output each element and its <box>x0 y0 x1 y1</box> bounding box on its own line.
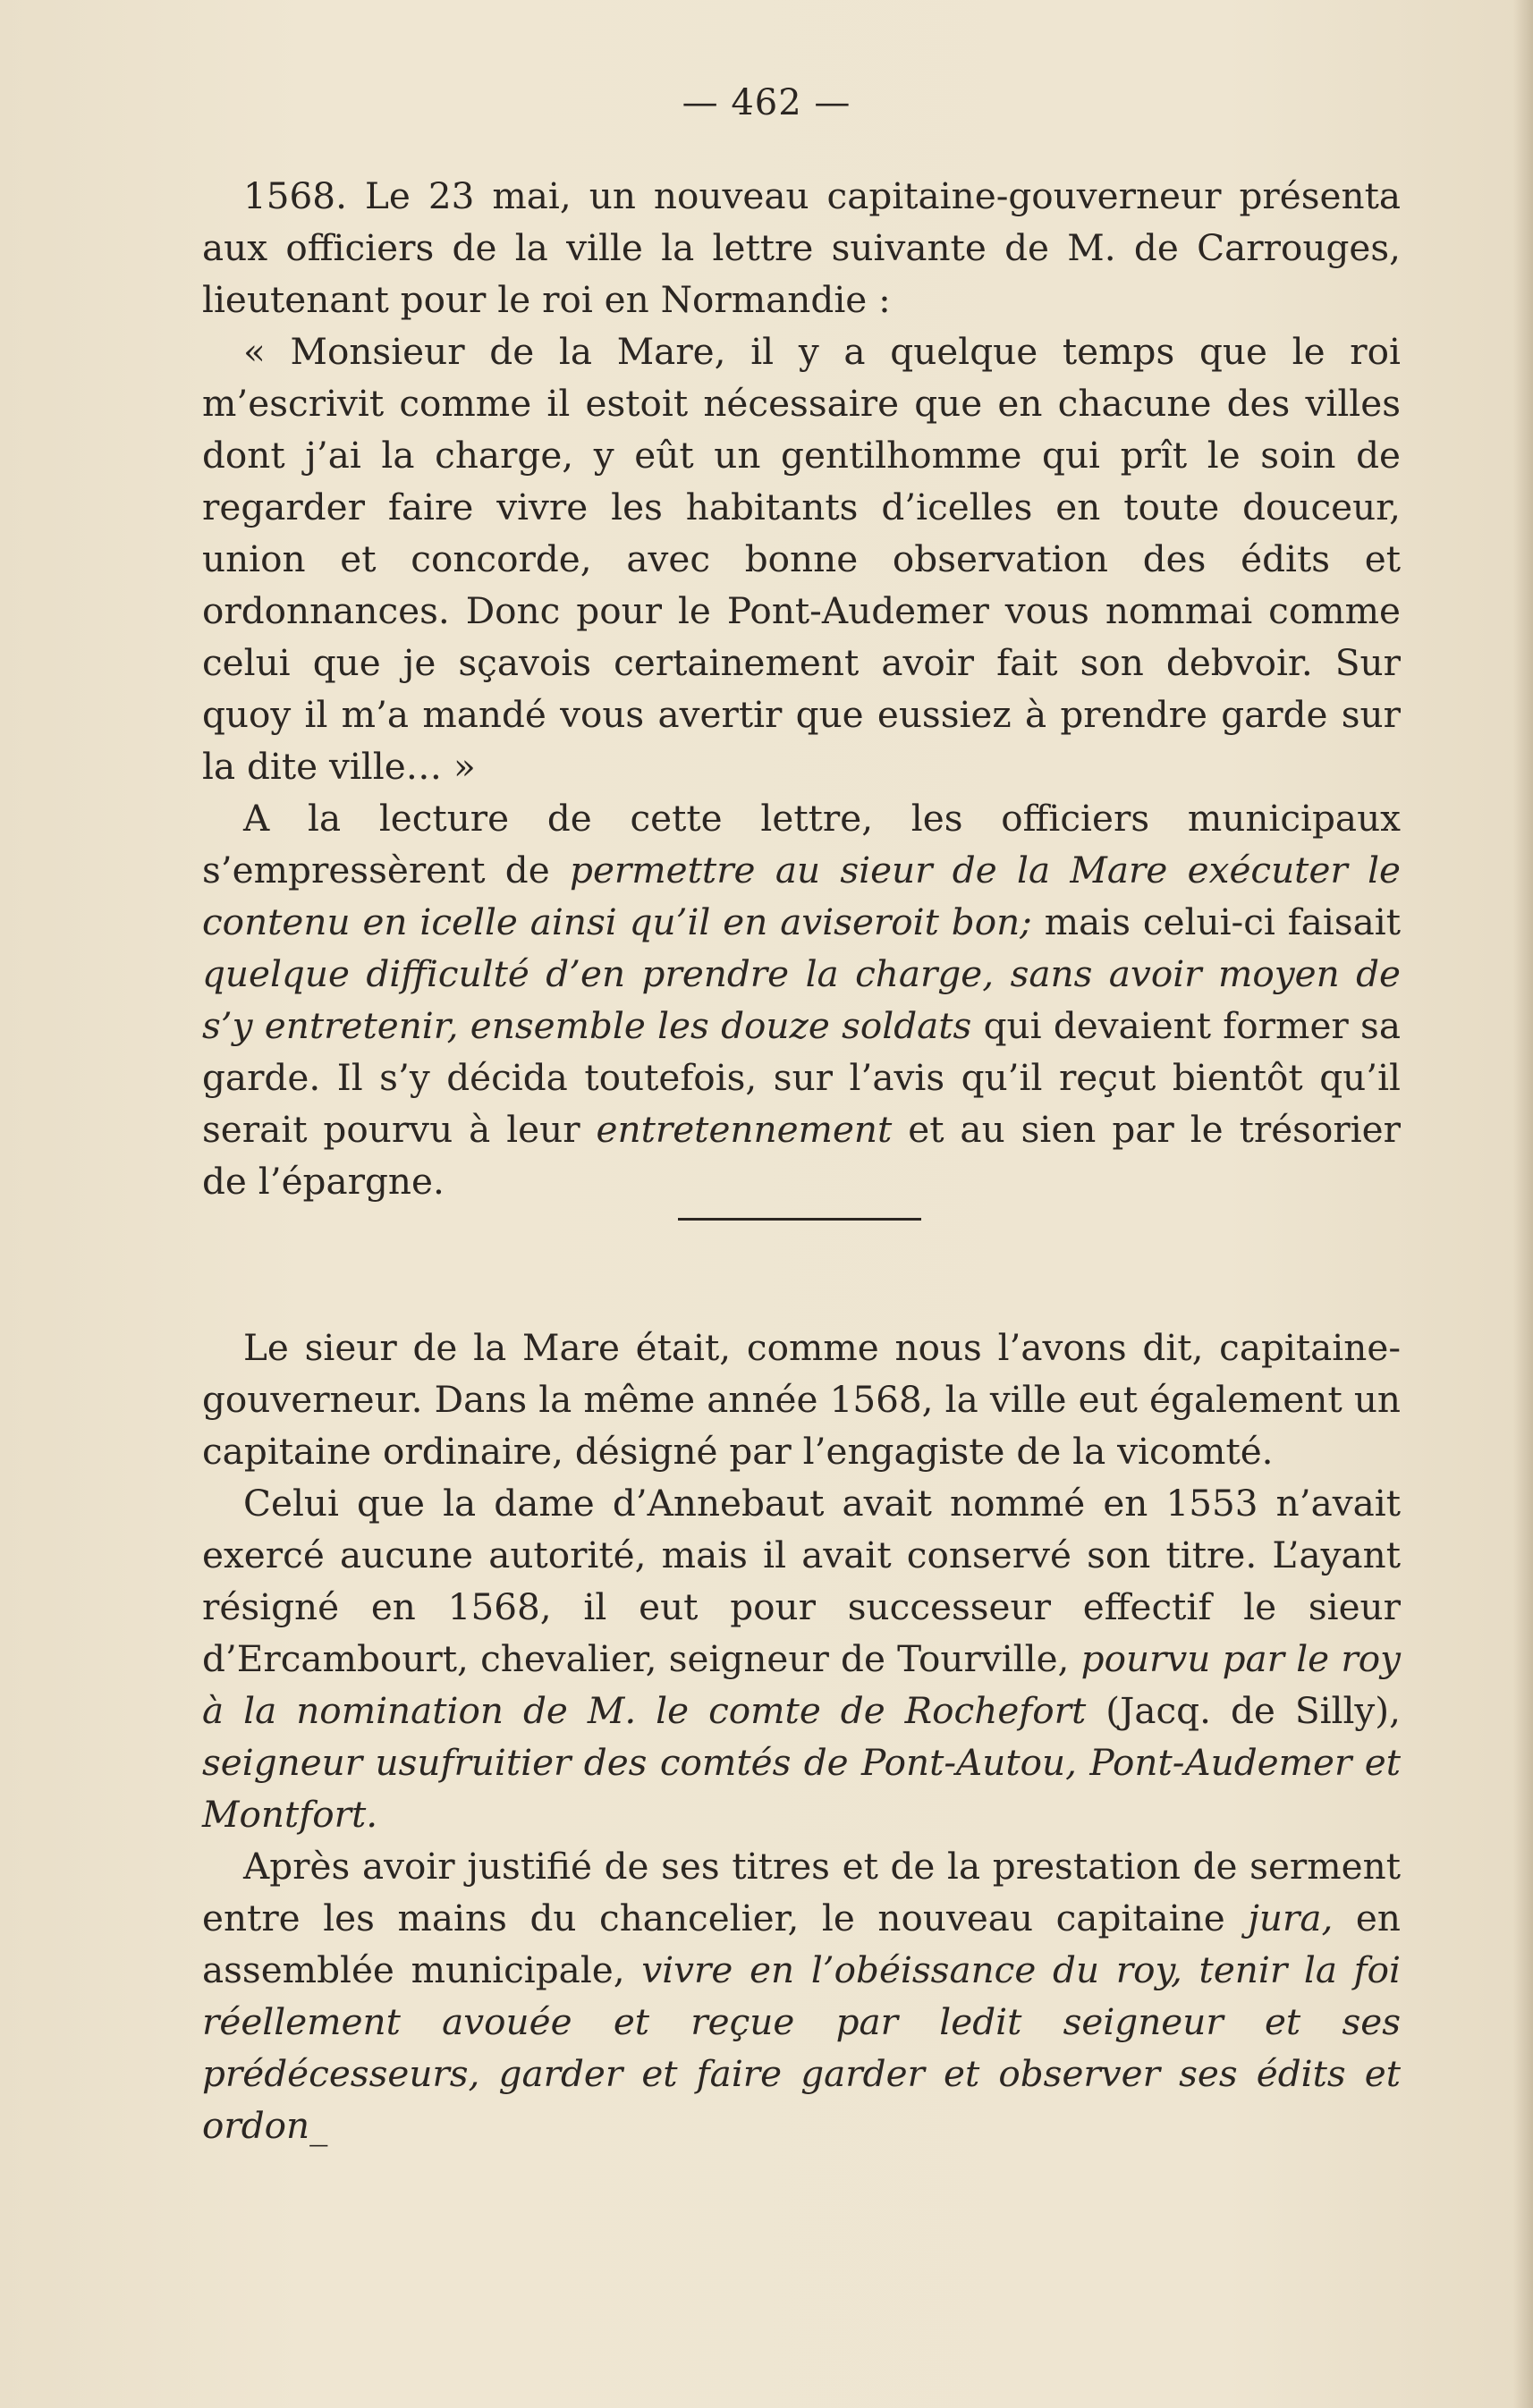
italic-run: pourvu par le roy à la nomination de M. le comte de Rochefort <box>202 1637 1401 1732</box>
text-run: Après avoir justifié de ses titres et de la prestation de serment entre les mains du chancelier, le nouveau capitaine <box>202 1845 1401 1939</box>
section-1 <box>202 170 1401 1207</box>
text-run: en assemblée municipale, <box>202 1897 1401 1991</box>
text-run: et au sien par le trésorier de l’épargne. <box>202 1108 1401 1203</box>
paragraph-letter: « Monsieur de la Mare, il y a quelque temps que le roi m’escrivit comme il estoit nécessaire que en chacune des villes dont j’ai la charge, y eût un gentilhomme qui prît le soin de regarder faire vivre les habitants d’icelles en toute douceur, union et concorde, avec bonne observation des édits et ordonnances. Donc pour le Pont-Audemer vous nommai comme celui que je sçavois certainement avoir fait son debvoir. Sur quoy il m’a mandé vous avertir que eussiez à prendre garde sur la dite ville… » <box>202 330 1401 788</box>
paragraph-serment <box>202 1840 1401 2151</box>
italic-run: vivre en l’obéissance du roy, tenir la foi réellement avouée et reçue par ledit seigneur et ses prédécesseurs, garder et faire garder et observer ses édits et ordon_ <box>202 1948 1402 2147</box>
paragraph-annebaut <box>202 1477 1401 1840</box>
paragraph-1568: 1568. Le 23 mai, un nouveau capitaine-gouverneur présenta aux officiers de la ville la lettre suivante de M. de Carrouges, lieutenant pour le roi en Normandie : <box>202 174 1401 321</box>
page-number: — 462 — <box>682 82 851 123</box>
text-run: mais celui-ci faisait <box>1031 900 1401 943</box>
paragraph-sieur: Le sieur de la Mare était, comme nous l’avons dit, capitaine-gouverneur. Dans la même année 1568, la ville eut également un capitaine ordinaire, désigné par l’engagiste de la vicomté. <box>202 1326 1401 1473</box>
section-divider <box>678 1218 921 1221</box>
italic-run: seigneur usufruitier des comtés de Pont-Autou, Pont-Audemer et Montfort. <box>202 1741 1401 1836</box>
italic-run: entretennement <box>596 1108 893 1151</box>
text-run: A la lecture de cette lettre, les officiers municipaux s’empressèrent de <box>202 797 1401 891</box>
text-run: Celui que la dame d’Annebaut avait nommé en 1553 n’avait exercé aucune autorité, mais il avait conservé son titre. L’ayant résigné en 1568, il eut pour successeur effectif le sieur d’Ercambourt, chevalier, seigneur de Tourville, <box>202 1482 1401 1680</box>
page-edge-shadow <box>1513 0 1533 2408</box>
paragraph-reading <box>202 792 1401 1207</box>
text-run: qui devaient former sa garde. Il s’y décida toutefois, sur l’avis qu’il reçut bientôt qu’il serait pourvu à leur <box>202 1004 1401 1151</box>
section-2 <box>202 1322 1401 2151</box>
italic-run: quelque difficulté d’en prendre la charge, sans avoir moyen de s’y entretenir, ensemble les douze soldats <box>202 952 1401 1047</box>
text-run: (Jacq. de Silly), <box>1086 1689 1401 1732</box>
italic-run: jura, <box>1248 1897 1334 1939</box>
italic-run: permettre au sieur de la Mare exécuter le contenu en icelle ainsi qu’il en aviseroit bon; <box>202 849 1402 943</box>
